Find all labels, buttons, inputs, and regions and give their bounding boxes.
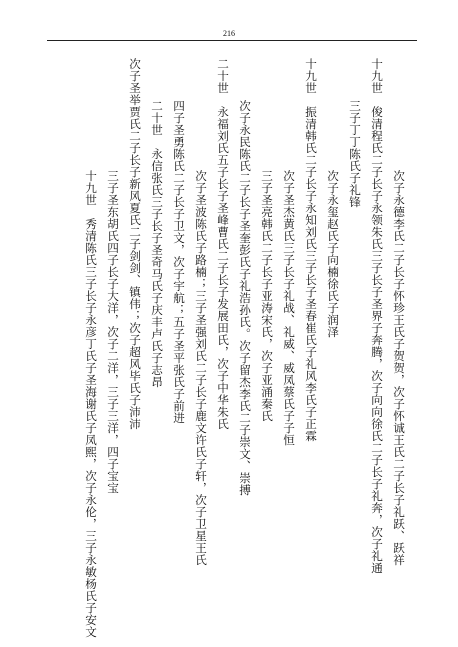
text-column-9: 二十世 永福刘氏五子长子圣峰曹氏二子长子发展田氏，次子中华朱氏 — [216, 58, 230, 430]
text-column-3: 三子丁丁陈氏子礼锋 — [348, 100, 362, 208]
text-column-15: 十九世 秀清陈氏三子长子永彦丁氏子圣海谢氏子凤熙，次子永伦，三子永敏杨氏子安文 — [84, 170, 98, 638]
header-rule — [47, 40, 417, 41]
text-column-14: 三子圣东胡氏四子长子大洋，次子二洋，三子三洋，四子宝宝 — [106, 170, 120, 494]
page-number: 216 — [223, 29, 235, 38]
text-column-8: 次子永民陈氏二子长子圣奎彭氏子礼浩孙氏。次子留杰李氏二子崇文、崇搏 — [238, 100, 252, 496]
text-column-6: 次子圣杰黄氏三子长子礼战、礼威、威凤蔡氏子子恒 — [282, 170, 296, 446]
text-column-2: 十九世 俊清程氏二子长子永领朱氏三子长子圣界子奔腾，次子向向徐氏二子长子礼奔，次子礼通 — [370, 58, 384, 574]
text-column-13: 次子圣举贾氏二子长子新风夏氏二子剑剑、镇伟；次子超风毕氏子沛沛 — [128, 58, 142, 430]
text-column-11: 四子圣勇陈氏二子长子卫文，次子宇航；五子圣平张氏子前进 — [172, 100, 186, 424]
text-column-12: 二十世 永信张氏三子长子圣奇马氏子庆丰卢氏子志昂 — [150, 100, 164, 388]
text-column-1: 次子永德李氏二子长子怀珍王氏子贺贺，次子怀诚王氏二子长子礼跃、跃祥 — [392, 170, 406, 566]
text-column-7: 三子圣亮韩氏二子长子亚涛宋氏，次子亚涌秦氏 — [260, 170, 274, 422]
text-column-4: 次子永玺赵氏子向楠徐氏子润泽 — [326, 170, 340, 338]
text-column-5: 十九世 振清韩氏二子长子永知刘氏三子长子圣春崔氏子礼风李氏子正霖 — [304, 58, 318, 442]
text-column-10: 次子圣波陈氏子路楠；三子圣强刘氏二子长子鹿文许氏子轩，次子卫星王氏 — [194, 170, 208, 566]
